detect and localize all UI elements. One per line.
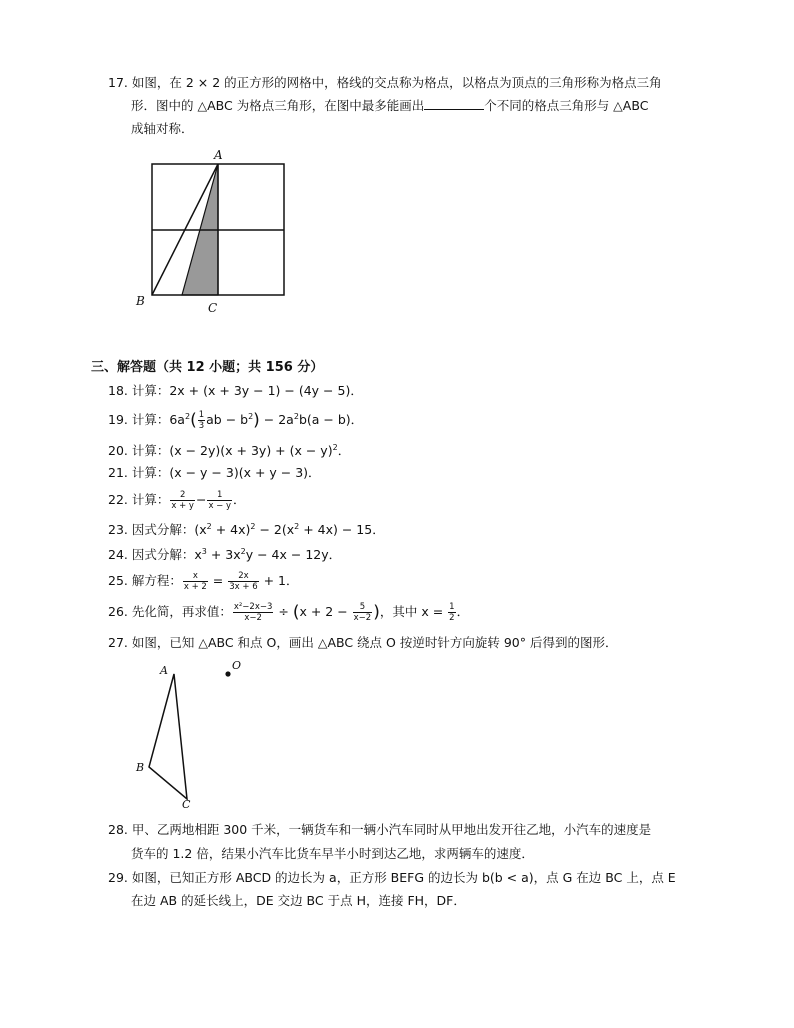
q22-pre: 22. 计算：: [108, 492, 170, 507]
q22-f2-num: 1: [207, 490, 232, 501]
q26-f1-num: x²−2x−3: [233, 602, 273, 612]
q23-a: + 4x): [211, 522, 251, 538]
q26-div: ÷: [274, 604, 293, 619]
q25: [108, 571, 299, 592]
q25-f1-den: x + 2: [183, 582, 207, 592]
q26-rparen: ): [373, 602, 380, 623]
q26-post: ，其中 x =: [379, 604, 448, 619]
q24-b: y − 4x − 12y．: [245, 547, 342, 563]
q23-s3: 2: [294, 522, 300, 531]
q18: 18. 计算：2x + (x + 3y − 1) − (4y − 5)．: [108, 383, 363, 398]
label-o: O: [232, 659, 242, 672]
q23-s1: 2: [206, 522, 212, 531]
q19-post1: − 2a: [259, 412, 294, 428]
q23-s2: 2: [250, 522, 256, 531]
q19-post2: b(a − b)．: [298, 412, 364, 428]
q22: [108, 490, 246, 511]
q17-line2-pre: 形．图中的 △ABC 为格点三角形，在图中最多能画出: [131, 98, 425, 113]
q27-text: 27. 如图，已知 △ABC 和点 O，画出 △ABC 绕点 O 按逆时针方向旋转 90° 后得到的图形．: [108, 635, 618, 650]
q20-sup: 2: [332, 443, 338, 452]
q21: 21. 计算：(x − y − 3)(x + y − 3)．: [108, 465, 321, 480]
q25-post: + 1．: [259, 573, 299, 588]
q25-f2-den: 3x + 6: [229, 582, 258, 592]
label-c: C: [208, 301, 218, 315]
q23-b: − 2(x: [255, 522, 295, 538]
label-a: A: [214, 148, 223, 162]
q26-f2-den: x−2: [353, 613, 372, 623]
q22-post: ．: [233, 492, 246, 507]
q25-f2-num: 2x: [228, 571, 258, 582]
q24-pre: 24. 因式分解：x: [108, 547, 202, 563]
q26-end: ．: [456, 604, 470, 619]
q28-line1: 28. 甲、乙两地相距 300 千米，一辆货车和一辆小汽车同时从甲地出发开往乙地，小汽车的速度是: [108, 822, 652, 837]
q22-fraction-2: [207, 490, 232, 511]
section-title: 三、解答题（共 12 小题；共 156 分）: [91, 360, 324, 375]
q23: [108, 519, 385, 538]
q25-f1-num: x: [183, 571, 208, 582]
q26-f2-num: 5: [353, 602, 373, 613]
q19-frac-num: 1: [198, 410, 205, 421]
q26-lparen: (: [292, 602, 300, 623]
q25-eq: =: [208, 573, 228, 588]
q25-fraction-2: [228, 571, 258, 592]
triangle-abc-outline: [149, 674, 187, 799]
q19-sup3: 2: [293, 412, 299, 421]
label-c: C: [182, 798, 191, 811]
q19-frac-den: 3: [198, 421, 205, 432]
q26-f3-den: 2: [449, 613, 455, 623]
q17-line2-post: 个不同的格点三角形与 △ABC: [484, 98, 649, 113]
q19-pre: 19. 计算：6a: [108, 412, 185, 428]
q17-line1: 17. 如图，在 2 × 2 的正方形的网格中，格线的交点称为格点，以格点为顶点的三角形称为格点三角: [108, 75, 662, 90]
q19-rparen: ): [253, 410, 260, 431]
q19-sup2: 2: [248, 412, 254, 421]
q26-pre: 26. 先化简，再求值：: [108, 604, 232, 619]
q17-line2: [131, 98, 648, 114]
q19-lparen: (: [190, 410, 197, 431]
q26-fraction-3: [448, 602, 455, 623]
q26-fraction-1: [233, 602, 274, 623]
q22-f1-den: x + y: [171, 501, 194, 511]
q19-fraction: [198, 410, 205, 431]
q20: [108, 440, 350, 459]
q22-fraction-1: [170, 490, 195, 511]
q25-pre: 25. 解方程：: [108, 573, 182, 588]
q29-line1: 29. 如图，已知正方形 ABCD 的边长为 a，正方形 BEFG 的边长为 b(b < a)，点 G 在边 BC 上，点 E: [108, 870, 676, 885]
q28-line2: 货车的 1.2 倍，结果小汽车比货车早半小时到达乙地，求两辆车的速度．: [131, 846, 534, 861]
q19-sup1: 2: [184, 412, 191, 421]
q24-s2: 2: [240, 547, 246, 556]
q27-triangle-figure: [130, 655, 260, 815]
q22-minus: −: [195, 492, 207, 507]
q25-fraction-1: [183, 571, 208, 592]
q17-line3: 成轴对称．: [131, 121, 194, 136]
q20-post: ．: [337, 443, 351, 459]
q24-a: + 3x: [206, 547, 241, 563]
q20-pre: 20. 计算：(x − 2y)(x + 3y) + (x − y): [108, 443, 333, 459]
q22-f2-den: x − y: [208, 501, 232, 511]
point-o: [225, 671, 230, 676]
q26: [108, 602, 469, 623]
q29-line2: 在边 AB 的延长线上，DE 交边 BC 于点 H，连接 FH，DF．: [131, 893, 466, 908]
label-a: A: [160, 664, 168, 677]
label-b: B: [136, 294, 145, 308]
q22-f1-num: 2: [170, 490, 195, 501]
q23-c: + 4x) − 15．: [299, 522, 385, 538]
q26-f3-num: 1: [449, 602, 455, 612]
q19-mid: ab − b: [206, 412, 249, 428]
q19: [108, 409, 363, 431]
q24: [108, 544, 341, 563]
q17-answer-blank: [424, 109, 484, 110]
label-b: B: [136, 761, 145, 774]
q26-mid: x + 2 −: [299, 604, 352, 619]
q26-fraction-2: [353, 602, 373, 623]
q26-f1-den: x−2: [244, 613, 262, 623]
q17-grid-figure: [130, 140, 300, 320]
q24-s1: 3: [201, 547, 207, 556]
q23-pre: 23. 因式分解：(x: [108, 522, 207, 538]
